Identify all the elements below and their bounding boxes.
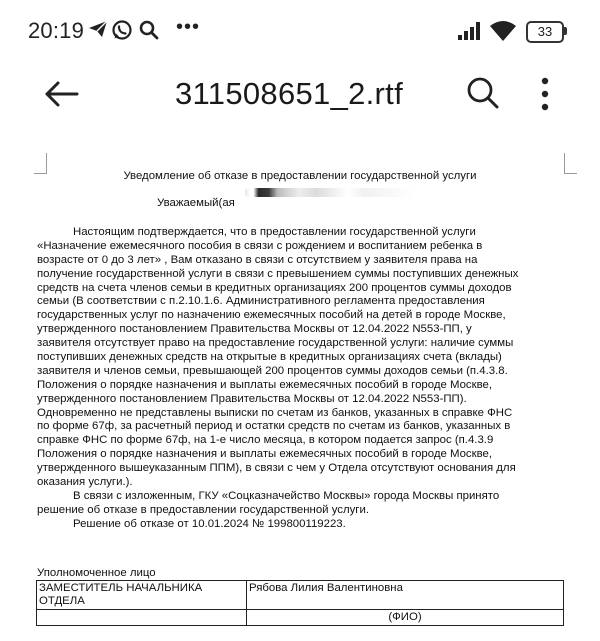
body-line: поступивших денежных средств на открытые в кредитных организациях счета (вклады) [37,351,502,364]
signature-table [36,580,564,626]
body-line: Решение об отказе от 10.01.2024 № 199800119223. [73,517,346,530]
table-row [37,581,564,610]
body-line: Положения о порядке назначения и выплаты ежемесячных пособий в городе Москве, [37,448,493,461]
signer-position: ЗАМЕСТИТЕЛЬ НАЧАЛЬНИКА ОТДЕЛА [37,581,247,610]
body-line: Одновременно не представлены выписки по счетам из банков, указанных в справке ФНС [37,406,513,419]
fio-caption: (ФИО) [247,610,564,626]
greeting: Уважаемый(ая [157,197,235,209]
body-line: по форме 67ф, за расчетный период и остатки средств по счетам из банков, указанных в [37,420,511,433]
empty-cell [37,610,247,626]
status-time: 20:19 [28,18,85,43]
body-line: заявителя отсутствует право на предоставление государственной услуги: наличие суммы [37,337,514,350]
body-line: семьи (В соответствии с п.2.10.1.6. Административного регламента предоставления [37,295,485,308]
body-line: «Назначение ежемесячного пособия в связи с рождением и воспитанием ребенка в [37,239,483,252]
redacted-recipient-name [245,188,415,197]
signer-label: Уполномоченное лицо [37,567,156,579]
signer-name: Рябова Лилия Валентиновна [247,581,564,610]
body-line: утвержденного постановлением Правительства Москвы от 12.04.2022 N553-ПП, у [37,323,472,336]
body-line: Положения о порядке назначения и выплаты ежемесячных пособий в городе Москве, [37,378,493,391]
document-body [37,226,563,532]
body-line: Настоящим подтверждается, что в предоставлении государственной услуги [73,226,476,238]
body-line: решение об отказе в предоставлении государственной услуги. [37,503,369,516]
body-line: утвержденного вышеуказанным ППМ), в связи с чем у Отдела отсутствуют основания для [37,462,516,475]
battery-icon: 33 [526,21,564,43]
body-line: заявителя и членов семьи, превышающей 200 процентов суммы доходов семьи (п.4.3.8. [37,364,508,377]
more-notifications-icon: ••• [176,16,201,38]
document-heading: Уведомление об отказе в предоставлении государственной услуги [123,170,477,182]
body-line: средств на счета членов семьи в кредитных организациях 200 процентов суммы доходов [37,281,512,294]
body-line: справке ФНС по форме 67ф, на 1-е число месяца, в котором подается запрос (п.4.3.9 [37,434,494,447]
body-line: В связи с изложенным, ГКУ «Соцказначейство Москвы» города Москвы принято [73,489,500,502]
body-line: оказания услуги.). [37,476,133,489]
body-line: получение государственной услуги в связи с превышением суммы поступивших денежных [37,267,519,280]
body-line: утвержденного постановлением Правительства Москвы от 12.04.2022 N553-ПП). [37,392,467,405]
document-title: 311508651_2.rtf [175,76,404,111]
body-line: возрасте от 0 до 3 лет» , Вам отказано в связи с отсутствием у заявителя права на [37,253,478,266]
table-row [37,610,564,626]
body-line: государственных услуг по назначению ежемесячных пособий на детей в городе Москве, [37,309,506,322]
